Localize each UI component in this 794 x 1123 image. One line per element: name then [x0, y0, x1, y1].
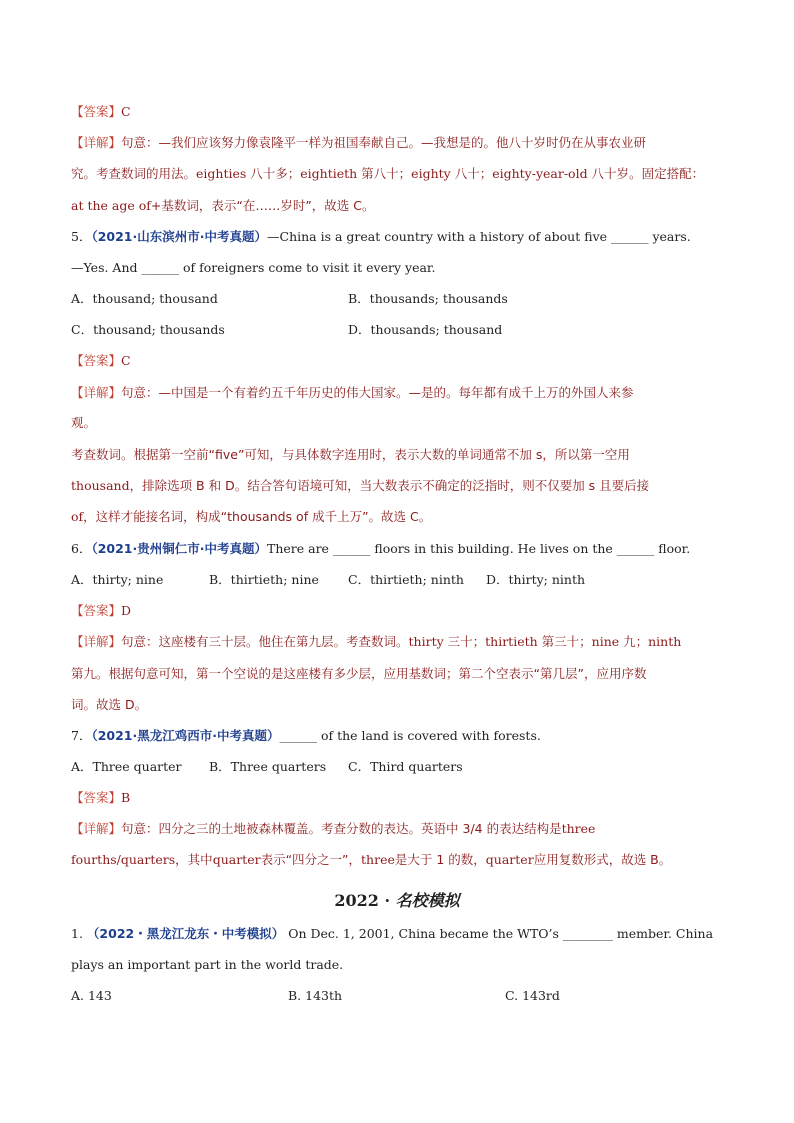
explain-text: ，排除选项 B 和 D。结合答句语境可知，当大数表示不确定的泛指时，则不仅要加 s 且要后接 [129, 478, 650, 493]
q6-stem-line [71, 540, 690, 558]
answer-value: C [121, 353, 131, 368]
question-stem: plays an important part in the world trade. [71, 957, 344, 972]
explain-tag: 【详解】 [71, 821, 122, 836]
answer-value: C [121, 104, 131, 119]
q6-answer-line [71, 602, 131, 620]
q7-option-c: C．Third quarters [348, 759, 463, 774]
q7-explain-line-1 [71, 820, 595, 838]
explain-text: 句意：这座楼有三十层。他住在第九层。考查数词。 [121, 634, 409, 649]
q7-explain-line-2 [71, 851, 671, 869]
explain-text: 表示“四分之一”， [260, 852, 362, 867]
q7-option-b: B．Three quarters [209, 759, 327, 774]
q5-stem-line-1 [71, 228, 691, 246]
q5-explain-line-2 [71, 414, 96, 432]
question-source: （2022・黑龙江龙东・中考模拟） [86, 926, 285, 941]
q7-option-a: A．Three quarter [71, 759, 182, 774]
q4-explain-line-2 [71, 165, 704, 183]
explain-text: 究。考查数词的用法。 [71, 166, 197, 181]
q4-explain-line-3 [71, 197, 375, 215]
explain-text: three [361, 852, 395, 867]
s1-stem-line-1 [71, 925, 713, 943]
answer-tag: 【答案】 [71, 104, 122, 119]
explain-tag: 【详解】 [71, 135, 122, 150]
explain-text: thousand [71, 478, 130, 493]
explain-text: 句意：—我们应该努力像袁隆平一样为祖国奉献自己。—我想是的。他八十岁时仍在从事农业研 [121, 135, 647, 150]
explain-text: eighties 八十多；eightieth 第八十；eighty 八十；eighty-year-old 八十岁。 [196, 166, 642, 181]
question-source: （2021·山东滨州市·中考真题） [91, 229, 267, 244]
question-stem: There are ______ floors in this building. He lives on the ______ floor. [267, 541, 691, 556]
question-stem: —Yes. And ______ of foreigners come to visit it every year. [71, 260, 436, 275]
explain-text: 固定搭配： [641, 166, 705, 181]
section-title-text: 名校模拟 [395, 891, 460, 910]
q5-explain-line-5 [71, 508, 431, 526]
explain-text: 句意：—中国是一个有着约五千年历史的伟大国家。—是的。每年都有成千上万的外国人来参 [121, 385, 634, 400]
q4-explain-line-1 [71, 134, 646, 152]
q7-stem-line [71, 727, 541, 745]
explain-text: 观。 [71, 415, 97, 430]
explain-text: 词。故选 D。 [71, 697, 148, 712]
question-stem: —China is a great country with a history of about five ______ years. [267, 229, 691, 244]
q6-option-c: C．thirtieth; ninth [348, 572, 464, 587]
question-stem: ______ of the land is covered with forests. [279, 728, 541, 743]
q5-explain-line-1 [71, 384, 634, 402]
s1-option-b: B. 143th [288, 988, 343, 1003]
q7-answer-line [71, 789, 130, 807]
s1-option-a: A. 143 [71, 988, 112, 1003]
q5-explain-line-4 [71, 477, 649, 495]
s1-option-c: C. 143rd [505, 988, 560, 1003]
question-source: （2021·贵州铜仁市·中考真题） [91, 541, 267, 556]
q5-answer-line [71, 352, 131, 370]
q6-explain-line-1 [71, 633, 681, 651]
explain-text: quarter [212, 852, 261, 867]
question-number: 5． [71, 229, 92, 244]
explain-text: ，这样才能接名词，构成“thousands of 成千上万”。故选 C。 [83, 509, 432, 524]
explain-text: 是大于 1 的数， [394, 852, 486, 867]
answer-value: B [121, 790, 131, 805]
q5-stem-line-2 [71, 259, 436, 277]
section-title [0, 888, 794, 911]
q5-option-d: D．thousands; thousand [348, 322, 503, 337]
explain-text: at the age of+基数词 [71, 198, 199, 213]
question-stem: On Dec. 1, 2001, China became the WTO’s ________ member. China [288, 926, 714, 941]
q5-option-a: A．thousand; thousand [71, 291, 218, 306]
explain-text: ，其中 [175, 852, 213, 867]
q5-option-c: C．thousand; thousands [71, 322, 225, 337]
explain-text: thirty 三十；thirtieth 第三十；nine 九；ninth [408, 634, 682, 649]
q6-option-d: D．thirty; ninth [486, 572, 586, 587]
explain-text: 考查数词。根据第一空前“five”可知，与具体数字连用时，表示大数的单词通常不加 s，所以第一空用 [71, 447, 630, 462]
explain-text: quarter [485, 852, 534, 867]
q6-option-a: A．thirty; nine [71, 572, 164, 587]
s1-stem-line-2 [71, 956, 343, 974]
explain-text: ，表示“在……岁时”，故选 C。 [198, 198, 375, 213]
q4-answer-line [71, 103, 131, 121]
section-title-year: 2022 · [334, 891, 396, 910]
answer-tag: 【答案】 [71, 353, 122, 368]
question-source: （2021·黑龙江鸡西市·中考真题） [91, 728, 280, 743]
explain-text: 句意：四分之三的土地被森林覆盖。考查分数的表达。英语中 3/4 的表达结构是 [121, 821, 562, 836]
explain-tag: 【详解】 [71, 634, 122, 649]
q6-option-b: B．thirtieth; nine [209, 572, 319, 587]
explain-tag: 【详解】 [71, 385, 122, 400]
q5-explain-line-3 [71, 446, 630, 464]
explain-text: of [71, 509, 84, 524]
explain-text: three [561, 821, 596, 836]
question-number: 6． [71, 541, 92, 556]
q6-explain-line-2 [71, 665, 646, 683]
answer-tag: 【答案】 [71, 603, 122, 618]
q6-explain-line-3 [71, 696, 147, 714]
explain-text: 应用复数形式，故选 B。 [533, 852, 672, 867]
answer-tag: 【答案】 [71, 790, 122, 805]
question-number: 1. [71, 926, 83, 941]
explain-text: 第九。根据句意可知，第一个空说的是这座楼有多少层，应用基数词；第二个空表示“第几层”，应用序数 [71, 666, 647, 681]
explain-text: fourths/quarters [71, 852, 176, 867]
question-number: 7． [71, 728, 92, 743]
answer-value: D [121, 603, 132, 618]
q5-option-b: B．thousands; thousands [348, 291, 508, 306]
